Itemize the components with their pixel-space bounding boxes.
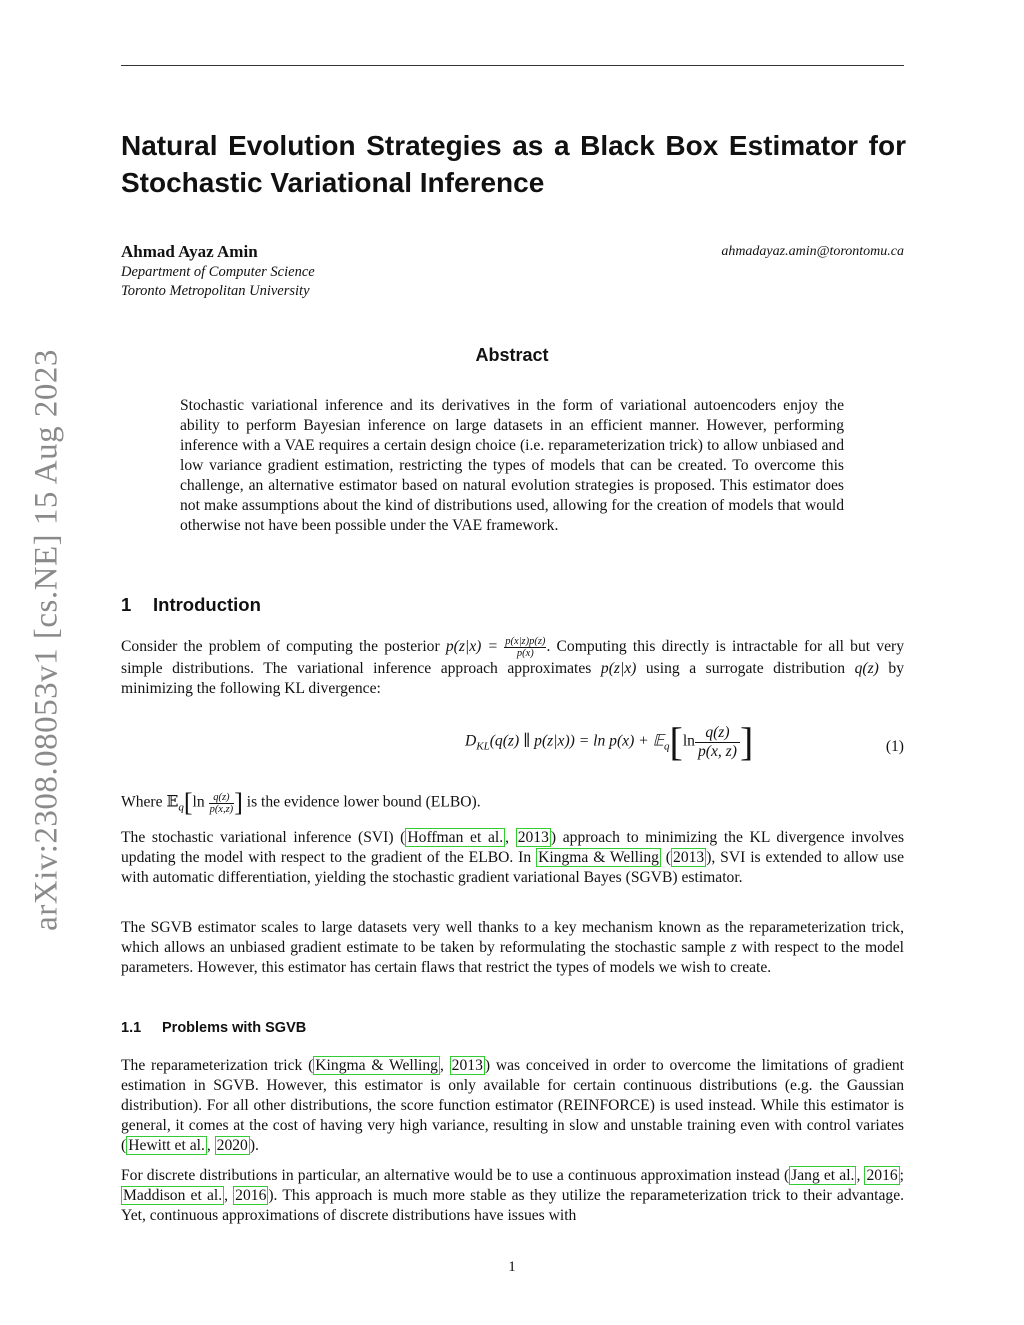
author-department: Department of Computer Science [121, 264, 315, 280]
text-run: The stochastic variational inference (SVI) ( [121, 829, 406, 846]
arxiv-sidebar-stamp: arXiv:2308.08053v1 [cs.NE] 15 Aug 2023 [28, 349, 65, 931]
citation-link[interactable]: Hoffman et al. [407, 829, 504, 846]
header-rule [121, 65, 904, 66]
citation-link[interactable]: Kingma & Welling [315, 1057, 438, 1074]
equation-number: (1) [885, 738, 904, 755]
left-bracket: [ [669, 719, 683, 764]
text-run: is the evidence lower bound (ELBO). [242, 793, 481, 811]
citation-year-link[interactable]: 2013 [517, 829, 549, 846]
math-z: z [730, 939, 737, 956]
intro-paragraph-1 [121, 636, 904, 699]
text-run: ). This approach is much more stable as they utilize the reparameterization trick to their advantage. Yet, continuous approximations of discrete distributions have issues with [121, 1187, 905, 1224]
citation-year-link[interactable]: 2016 [235, 1187, 267, 1204]
right-bracket: ] [739, 719, 754, 764]
text-run: The SGVB estimator scales to large datasets very well thanks to a key mechanism known as the reparameterization trick, which allows an unbiased gradient estimate to be taken by reformulating the stochastic sample [121, 919, 904, 956]
left-bracket: [ [183, 788, 193, 817]
section-number: 1 [121, 594, 132, 615]
equation-1 [121, 719, 904, 772]
math-qz: q(z) [854, 660, 879, 677]
math-ln: ln [192, 793, 205, 811]
text-run: , [206, 1137, 215, 1154]
abstract-heading: Abstract [475, 345, 549, 365]
fraction-numerator: q(z) [209, 792, 235, 804]
text-run: . Computing this directly is intractable for all but very simple distributions. The variational inference approach approximates [121, 638, 904, 677]
sgvb-paragraph-1 [121, 1056, 904, 1156]
citation-link[interactable]: Hewitt et al. [128, 1137, 205, 1154]
citation-link[interactable]: Maddison et al. [123, 1187, 223, 1204]
math-sub-q: q [663, 740, 670, 753]
subsection-title: Problems with SGVB [162, 1020, 307, 1036]
math-fraction-elbo [695, 724, 740, 761]
section-heading-introduction [121, 594, 261, 616]
text-run: , [439, 1057, 450, 1074]
fraction-denominator: p(x) [516, 648, 534, 659]
author-email: ahmadayaz.amin@torontomu.ca [721, 244, 904, 259]
fraction-numerator: p(x|z)p(z) [505, 636, 546, 647]
math-ln: ln [682, 732, 695, 750]
abstract-text: Stochastic variational inference and its derivatives in the form of variational autoencoders enjoy the ability to perform Bayesian inference on large datasets in an efficient manner. However, performing inference with a VAE requires a certain design choice (i.e. reparameterization trick) to allow unbiased and low variance gradient estimation, restricting the types of models that can be created. To overcome this challenge, an alternative estimator based on natural evolution strategies is proposed. This estimator does not make assumptions about the kind of distributions used, allowing for the creation of models that would otherwise not have been possible under the VAE framework. [180, 397, 844, 534]
text-run: ; [899, 1167, 905, 1184]
math-posterior: p(z|x) = [445, 638, 505, 656]
section-title: Introduction [153, 594, 261, 615]
text-run: , [505, 829, 516, 846]
intro-where-line [121, 790, 904, 818]
text-run: by minimizing the following KL divergence: [121, 660, 904, 697]
text-run: ) approach to minimizing the KL divergence involves updating the model with respect to the gradient of the ELBO. In [121, 829, 905, 866]
citation-year-link[interactable]: 2013 [451, 1057, 483, 1074]
text-run: , [856, 1167, 865, 1184]
text-run: with respect to the model parameters. However, this estimator has certain flaws that restrict the types of models we wish to create. [121, 939, 904, 976]
citation-year-link[interactable]: 2013 [673, 849, 705, 866]
text-run: The reparameterization trick ( [121, 1057, 314, 1074]
text-run: Consider the problem of computing the posterior [121, 638, 446, 656]
text-run: Where 𝔼 [121, 793, 179, 811]
math-kl-expression: (q(z) ∥ p(z|x)) = ln p(x) + 𝔼 [489, 732, 664, 750]
math-sub-q: q [178, 801, 184, 814]
fraction-denominator: p(x, z) [697, 742, 737, 760]
subsection-heading-problems-with-sgvb [121, 1020, 306, 1036]
math-pzx: p(z|x) [600, 660, 637, 677]
text-run: , [224, 1187, 234, 1204]
math-sub-KL: KL [476, 740, 490, 753]
text-run: ) was conceived in order to overcome the limitations of gradient estimation in SGVB. However, this estimator is only available for certain continuous distributions (e.g. the Gaussian distribution). For all other distributions, the score function estimator (REINFORCE) is used instead. While this estimator is general, it comes at the cost of having very high variance, resulting in slow and unstable training even with control variates ( [121, 1057, 904, 1154]
intro-paragraph-3 [121, 918, 904, 978]
math-fraction-posterior [504, 636, 546, 659]
subsection-number: 1.1 [121, 1020, 142, 1036]
citation-link[interactable]: Jang et al. [791, 1167, 855, 1184]
citation-year-link[interactable]: 2016 [866, 1167, 898, 1184]
math-fraction-where [209, 792, 235, 815]
text-run: using a surrogate distribution [636, 660, 855, 677]
page-number: 1 [508, 1259, 516, 1275]
math-D: D [465, 732, 477, 750]
text-run: For discrete distributions in particular, an alternative would be to use a continuous approximation instead ( [121, 1167, 790, 1184]
equation-body [465, 719, 754, 764]
fraction-denominator: p(x,z) [209, 803, 234, 815]
author-name: Ahmad Ayaz Amin [121, 242, 258, 261]
paper-title: Natural Evolution Strategies as a Black Box Estimator for Stochastic Variational Inference [121, 130, 906, 198]
citation-year-link[interactable]: 2020 [216, 1137, 248, 1154]
text-run: ( [660, 849, 672, 866]
intro-paragraph-2 [121, 828, 904, 888]
text-run: ). [249, 1137, 259, 1154]
sgvb-paragraph-2 [121, 1166, 904, 1226]
right-bracket: ] [234, 788, 243, 817]
text-run: ), SVI is extended to allow use with automatic differentiation, yielding the stochastic gradient variational Bayes (SGVB) estimator. [121, 849, 905, 886]
author-university: Toronto Metropolitan University [121, 283, 310, 299]
citation-link[interactable]: Kingma & Welling [538, 849, 659, 866]
fraction-numerator: q(z) [695, 724, 740, 743]
